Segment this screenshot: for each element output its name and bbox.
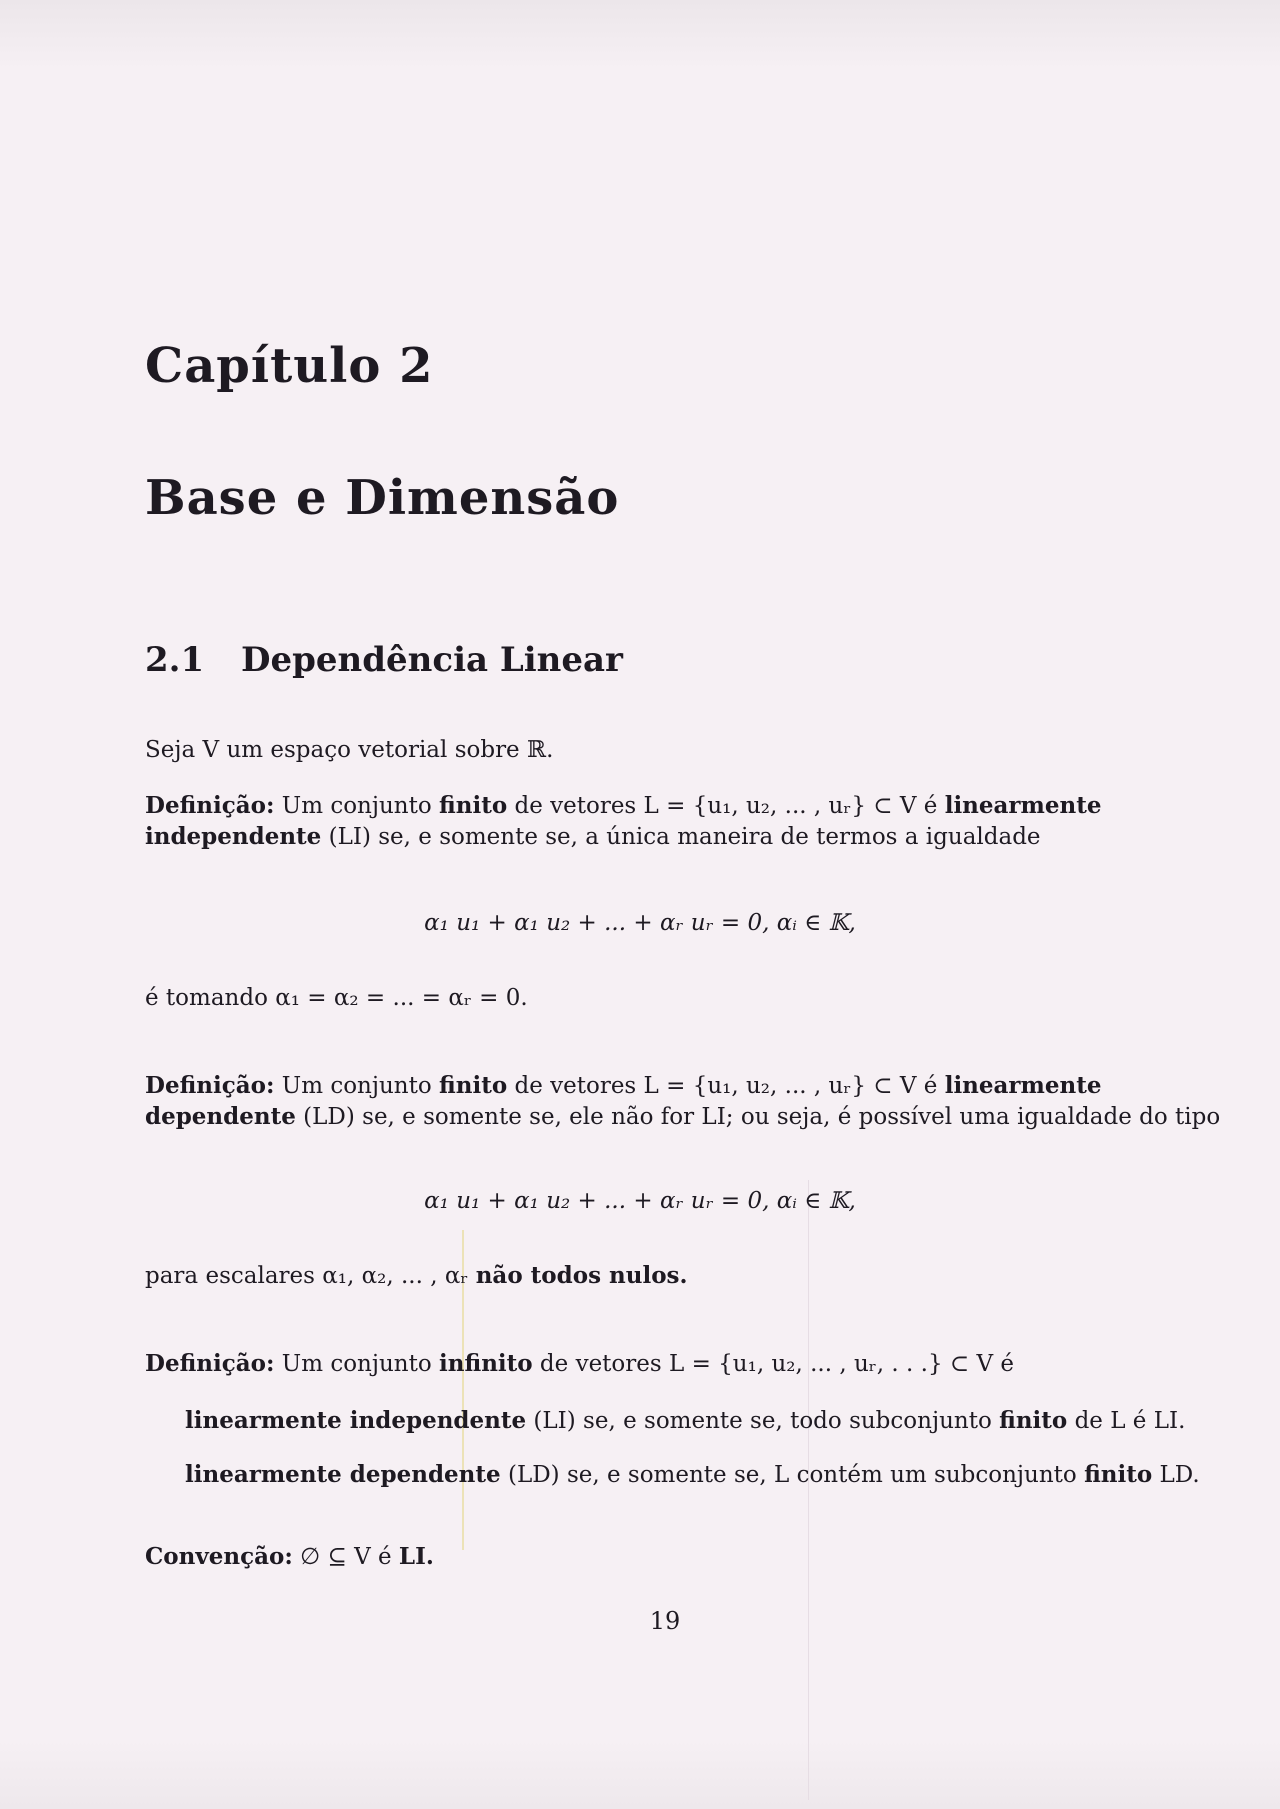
chapter-label: Capítulo 2	[145, 338, 434, 394]
def1-bold-finito: finito	[439, 792, 508, 819]
def2-text-b: de vetores L = {u₁, u₂, ... , uᵣ} ⊂ V é	[507, 1073, 945, 1099]
convention	[145, 1543, 434, 1570]
def3-li-bold: linearmente independente	[185, 1407, 527, 1434]
def2-bold-linearmente: linearmente	[944, 1072, 1102, 1099]
def2-bold-finito: finito	[439, 1072, 508, 1099]
convention-label: Convenção:	[145, 1543, 293, 1570]
def3-ld-item	[185, 1461, 1200, 1488]
intro-text: Seja V um espaço vetorial sobre ℝ.	[145, 737, 554, 763]
convention-li: LI.	[398, 1543, 434, 1570]
scan-shadow-top	[0, 0, 1280, 70]
scan-shadow-bottom	[0, 1739, 1280, 1809]
def1-line1	[145, 792, 1102, 819]
def2-line2	[145, 1103, 1220, 1130]
def1-text-c: (LI) se, e somente se, a única maneira de termos a igualdade	[321, 824, 1041, 850]
def2-line1	[145, 1072, 1102, 1099]
def1-conclusion: é tomando α₁ = α₂ = ... = αᵣ = 0.	[145, 985, 528, 1011]
def3-label: Definição:	[145, 1350, 275, 1377]
def3-ld-bold: linearmente dependente	[185, 1461, 501, 1488]
def1-label: Definição:	[145, 792, 275, 819]
def1-equation: α₁ u₁ + α₁ u₂ + ... + αᵣ uᵣ = 0, αᵢ ∈ 𝕂,	[424, 910, 856, 936]
def1-bold-linearmente: linearmente	[944, 792, 1102, 819]
def3-bold-infinito: infinito	[439, 1350, 533, 1377]
def3-text-b: de vetores L = {u₁, u₂, ... , uᵣ, . . .} ⊂ V é	[532, 1351, 1015, 1377]
chapter-title: Base e Dimensão	[145, 470, 620, 526]
def1-text-a: Um conjunto	[274, 793, 440, 819]
def3-line1	[145, 1350, 1014, 1377]
def2-conclusion-text: para escalares α₁, α₂, ... , αᵣ	[145, 1263, 476, 1289]
def1-line2	[145, 823, 1041, 850]
convention-text: ∅ ⊆ V é	[292, 1544, 399, 1570]
def2-equation: α₁ u₁ + α₁ u₂ + ... + αᵣ uᵣ = 0, αᵢ ∈ 𝕂,	[424, 1188, 856, 1214]
def1-text-b: de vetores L = {u₁, u₂, ... , uᵣ} ⊂ V é	[507, 793, 945, 819]
def3-text-a: Um conjunto	[274, 1351, 440, 1377]
section-heading	[145, 640, 623, 680]
def2-conclusion-bold: não todos nulos.	[475, 1262, 688, 1289]
def3-ld-end: LD.	[1152, 1462, 1200, 1488]
section-number: 2.1	[145, 640, 205, 680]
def2-text-c: (LD) se, e somente se, ele não for LI; ou seja, é possível uma igualdade do tipo	[295, 1104, 1221, 1130]
def1-bold-independente: independente	[145, 823, 322, 850]
def3-li-item	[185, 1407, 1185, 1434]
page-number: 19	[649, 1607, 681, 1635]
def2-label: Definição:	[145, 1072, 275, 1099]
def2-conclusion	[145, 1262, 688, 1289]
def3-ld-finito: finito	[1084, 1461, 1153, 1488]
def3-li-text: (LI) se, e somente se, todo subconjunto	[526, 1408, 1000, 1434]
def3-ld-text: (LD) se, e somente se, L contém um subconjunto	[500, 1462, 1085, 1488]
def2-text-a: Um conjunto	[274, 1073, 440, 1099]
def2-bold-dependente: dependente	[145, 1103, 296, 1130]
section-title: Dependência Linear	[241, 640, 623, 680]
def3-li-end: de L é LI.	[1067, 1408, 1186, 1434]
def3-li-finito: finito	[999, 1407, 1068, 1434]
scan-fold-line	[808, 1180, 809, 1800]
